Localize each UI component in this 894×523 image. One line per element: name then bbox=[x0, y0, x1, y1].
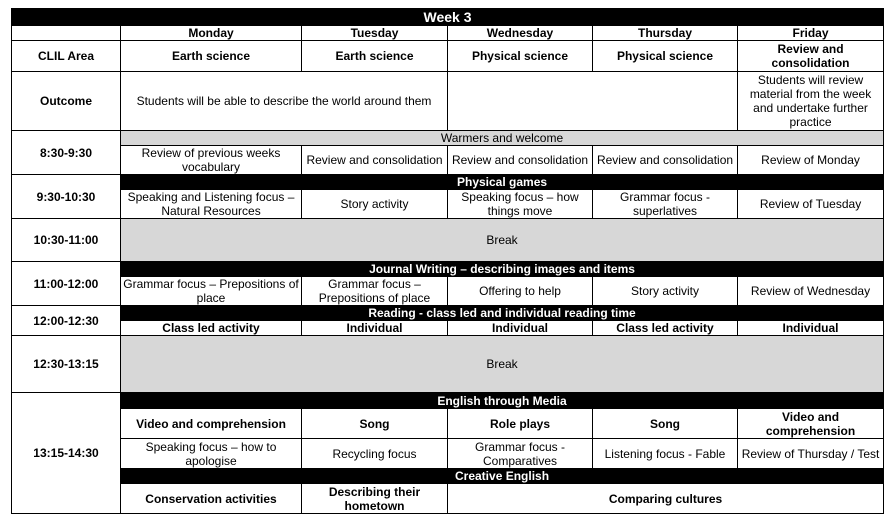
break-1230: Break bbox=[121, 336, 884, 393]
clil-row bbox=[12, 41, 884, 72]
focus-tuesday: Recycling focus bbox=[302, 439, 448, 469]
reading-banner: Reading - class led and individual reading time bbox=[121, 306, 884, 321]
slot-830-friday: Review of Monday bbox=[738, 146, 884, 175]
slot-830-monday: Review of previous weeks vocabulary bbox=[121, 146, 302, 175]
slot-1100-row bbox=[12, 277, 884, 306]
slot-830-banner-row bbox=[12, 131, 884, 146]
slot-1200-row bbox=[12, 321, 884, 336]
title-row bbox=[12, 9, 884, 26]
warmers-banner: Warmers and welcome bbox=[121, 131, 884, 146]
slot-1315-media-banner-row bbox=[12, 393, 884, 409]
slot-1200-banner-row bbox=[12, 306, 884, 321]
clil-tuesday: Earth science bbox=[302, 41, 448, 72]
creative-tuesday: Describing their hometown bbox=[302, 484, 448, 514]
slot-930-tuesday: Story activity bbox=[302, 190, 448, 219]
slot-1230-row bbox=[12, 336, 884, 393]
day-header-tuesday: Tuesday bbox=[302, 26, 448, 41]
day-header-wednesday: Wednesday bbox=[448, 26, 593, 41]
outcome-label: Outcome bbox=[12, 72, 121, 131]
slot-1100-wednesday: Offering to help bbox=[448, 277, 593, 306]
media-wednesday: Role plays bbox=[448, 409, 593, 439]
day-header-thursday: Thursday bbox=[593, 26, 738, 41]
slot-830-thursday: Review and consolidation bbox=[593, 146, 738, 175]
slot-1315-creative-banner-row bbox=[12, 469, 884, 484]
slot-830-tuesday: Review and consolidation bbox=[302, 146, 448, 175]
week-title: Week 3 bbox=[12, 9, 884, 26]
outcome-monday-tuesday: Students will be able to describe the world around them bbox=[121, 72, 448, 131]
clil-monday: Earth science bbox=[121, 41, 302, 72]
time-label-1230: 12:30-13:15 bbox=[12, 336, 121, 393]
time-label-830: 8:30-9:30 bbox=[12, 131, 121, 175]
clil-wednesday: Physical science bbox=[448, 41, 593, 72]
slot-930-banner-row bbox=[12, 175, 884, 190]
time-label-1100: 11:00-12:00 bbox=[12, 262, 121, 306]
time-label-1315: 13:15-14:30 bbox=[12, 393, 121, 514]
day-header-monday: Monday bbox=[121, 26, 302, 41]
media-friday: Video and comprehension bbox=[738, 409, 884, 439]
focus-thursday: Listening focus - Fable bbox=[593, 439, 738, 469]
outcome-friday: Students will review material from the week and undertake further practice bbox=[738, 72, 884, 131]
time-label-1200: 12:00-12:30 bbox=[12, 306, 121, 336]
slot-1100-friday: Review of Wednesday bbox=[738, 277, 884, 306]
outcome-row bbox=[12, 72, 884, 131]
physical-games-banner: Physical games bbox=[121, 175, 884, 190]
slot-930-friday: Review of Tuesday bbox=[738, 190, 884, 219]
slot-930-row bbox=[12, 190, 884, 219]
slot-1100-tuesday: Grammar focus – Prepositions of place bbox=[302, 277, 448, 306]
slot-1100-monday: Grammar focus – Prepositions of place bbox=[121, 277, 302, 306]
header-corner bbox=[12, 26, 121, 41]
focus-monday: Speaking focus – how to apologise bbox=[121, 439, 302, 469]
slot-1200-wednesday: Individual bbox=[448, 321, 593, 336]
slot-1315-media-row bbox=[12, 409, 884, 439]
creative-english-banner: Creative English bbox=[121, 469, 884, 484]
journal-writing-banner: Journal Writing – describing images and items bbox=[121, 262, 884, 277]
creative-monday: Conservation activities bbox=[121, 484, 302, 514]
outcome-wednesday-thursday bbox=[448, 72, 738, 131]
slot-1100-banner-row bbox=[12, 262, 884, 277]
focus-wednesday: Grammar focus - Comparatives bbox=[448, 439, 593, 469]
week-schedule-table bbox=[11, 8, 884, 514]
time-label-930: 9:30-10:30 bbox=[12, 175, 121, 219]
day-header-row bbox=[12, 26, 884, 41]
clil-label: CLIL Area bbox=[12, 41, 121, 72]
slot-1200-monday: Class led activity bbox=[121, 321, 302, 336]
media-banner: English through Media bbox=[121, 393, 884, 409]
slot-1200-friday: Individual bbox=[738, 321, 884, 336]
clil-friday: Review and consolidation bbox=[738, 41, 884, 72]
slot-930-wednesday: Speaking focus – how things move bbox=[448, 190, 593, 219]
focus-friday: Review of Thursday / Test bbox=[738, 439, 884, 469]
media-thursday: Song bbox=[593, 409, 738, 439]
slot-1315-creative-row bbox=[12, 484, 884, 514]
media-tuesday: Song bbox=[302, 409, 448, 439]
slot-930-monday: Speaking and Listening focus – Natural Resources bbox=[121, 190, 302, 219]
media-monday: Video and comprehension bbox=[121, 409, 302, 439]
creative-wednesday-friday: Comparing cultures bbox=[448, 484, 884, 514]
slot-1200-tuesday: Individual bbox=[302, 321, 448, 336]
day-header-friday: Friday bbox=[738, 26, 884, 41]
time-label-1030: 10:30-11:00 bbox=[12, 219, 121, 262]
slot-930-thursday: Grammar focus - superlatives bbox=[593, 190, 738, 219]
schedule-wrapper bbox=[11, 8, 884, 514]
slot-1315-focus-row bbox=[12, 439, 884, 469]
slot-1200-thursday: Class led activity bbox=[593, 321, 738, 336]
slot-830-wednesday: Review and consolidation bbox=[448, 146, 593, 175]
slot-830-row bbox=[12, 146, 884, 175]
clil-thursday: Physical science bbox=[593, 41, 738, 72]
slot-1100-thursday: Story activity bbox=[593, 277, 738, 306]
break-1030: Break bbox=[121, 219, 884, 262]
slot-1030-row bbox=[12, 219, 884, 262]
